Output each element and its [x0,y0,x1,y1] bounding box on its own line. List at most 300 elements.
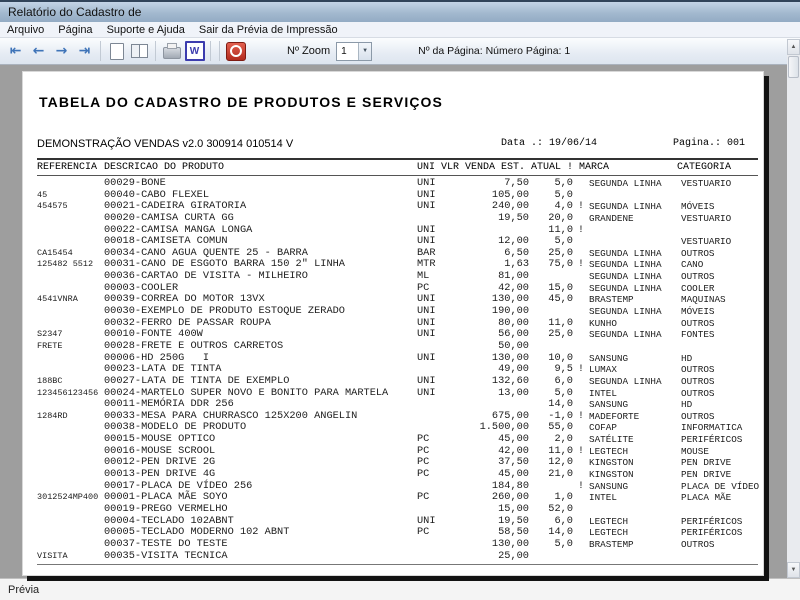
table-cell: SATÉLITE [589,434,634,446]
table-cell [573,504,589,516]
table-cell: SEGUNDA LINHA [589,271,662,283]
table-cell: 15,00 [498,502,529,515]
report-page-number: Pagina.: 001 [673,138,746,149]
table-cell: 00005-TECLADO MODERNO 102 ABNT [104,526,290,539]
divider [37,564,758,565]
table-cell: 25,0 [548,246,573,259]
table-cell: 00012-PEN DRIVE 2G [104,456,216,469]
toolbar-separator [100,41,101,61]
table-cell: 260,00 [491,491,529,504]
table-cell: 5,0 [554,188,573,201]
table-cell: PERIFÉRICOS [681,527,743,539]
divider [37,175,758,176]
table-cell [37,213,104,225]
table-cell [573,236,589,248]
table-cell [37,539,104,551]
table-body [37,178,763,562]
table-cell: UNI [417,305,436,318]
table-cell: 11,0 [548,316,573,329]
table-cell: ! [577,479,585,492]
table-cell: LEGTECH [589,515,629,527]
table-cell: KINGSTON [589,457,634,469]
menu-pagina[interactable]: Página [58,23,93,36]
table-cell: 190,00 [491,305,529,318]
table-row [37,504,763,516]
page-info-label: Nº da Página: Número Página: 1 [418,45,571,57]
table-cell: LUMAX [589,364,617,376]
table-cell [573,341,589,353]
table-cell [573,388,589,400]
table-cell: 240,00 [491,200,529,213]
table-cell: GRANDENE [589,212,634,224]
zoom-label: Nº Zoom [287,45,331,57]
export-word-button[interactable] [184,41,205,61]
table-cell [573,213,589,225]
table-cell: 1,0 [554,491,573,504]
table-cell: SANSUNG [589,399,629,411]
table-cell: 3012524MP400 [37,492,99,503]
table-cell: 55,0 [548,421,573,434]
table-cell: 00037-TESTE DO TESTE [104,537,228,550]
two-page-view-button[interactable] [129,41,150,61]
table-cell: 00003-COOLER [104,281,179,294]
table-cell [589,504,681,516]
col-header-categoria: CATEGORIA [677,162,732,173]
table-row [37,539,763,551]
table-cell: 130,00 [491,293,529,306]
table-cell: 13,00 [498,386,529,399]
table-cell [37,527,104,539]
table-row [37,306,763,318]
table-cell: HD [681,352,693,364]
table-cell: 00010-FONTE 400W [104,328,203,341]
table-cell [37,422,104,434]
table-row [37,469,763,481]
table-cell: 00001-PLACA MÃE SOYO [104,491,228,504]
table-cell [37,434,104,446]
table-cell: SEGUNDA LINHA [589,201,662,213]
table-cell [37,364,104,376]
table-row [37,434,763,446]
table-cell [573,469,589,481]
table-row [37,376,763,388]
col-header-descricao: DESCRICAO DO PRODUTO [104,162,225,173]
table-cell: 12,0 [548,456,573,469]
table-cell: 00038-MODELO DE PRODUTO [104,421,247,434]
table-cell: ML [417,270,430,283]
table-cell: 00024-MARTELO SUPER NOVO E BONITO PARA MARTELA [104,386,389,399]
table-cell [37,283,104,295]
table-cell: 45,0 [548,293,573,306]
table-cell [37,481,104,493]
table-cell: 50,00 [498,339,529,352]
col-header-center: UNI VLR VENDA EST. ATUAL ! MARCA [417,162,610,173]
vertical-scrollbar[interactable] [787,39,800,578]
scroll-down-icon: ▼ [790,567,797,573]
table-cell: PC [417,456,430,469]
scroll-up-button[interactable] [787,39,800,55]
table-cell: FRETE [37,340,63,351]
toolbar [0,38,800,65]
table-cell: 00015-MOUSE OPTICO [104,433,216,446]
table-cell: 4,0 [554,200,573,213]
table-cell: INFORMATICA [681,422,743,434]
table-cell: 454575 [37,201,68,212]
table-cell [37,504,104,516]
table-cell [37,353,104,365]
table-cell: PLACA MÃE [681,492,732,504]
table-cell: 20,0 [548,211,573,224]
table-cell [529,341,573,353]
table-cell: UNI [417,177,436,189]
window-title: Relatório do Cadastro de [8,5,142,19]
next-page-button[interactable] [51,41,72,61]
table-cell: CA15454 [37,247,73,258]
table-cell: 49,00 [498,363,529,376]
table-cell [417,551,447,563]
table-cell: 21,0 [548,468,573,481]
table-cell: OUTROS [681,271,715,283]
table-cell: 15,0 [548,281,573,294]
table-cell: 184,80 [491,479,529,492]
single-page-view-button[interactable] [106,41,127,61]
table-cell: 00021-CADEIRA GIRATORIA [104,200,247,213]
chevron-down-icon: ▼ [358,43,371,60]
next-page-icon: → [55,43,68,59]
table-cell: 42,00 [498,281,529,294]
table-cell: SEGUNDA LINHA [589,247,662,259]
table-cell: CANO [681,259,704,271]
report-title: TABELA DO CADASTRO DE PRODUTOS E SERVIÇOS [39,94,443,110]
table-cell: 00004-TECLADO 102ABNT [104,514,234,527]
table-cell: OUTROS [681,317,715,329]
table-row [37,341,763,353]
table-cell [417,341,447,353]
table-cell: S2347 [37,329,63,340]
table-cell: MADEFORTE [589,410,640,422]
table-cell: 00017-PLACA DE VÍDEO 256 [104,479,253,492]
table-cell: UNI [417,188,436,201]
table-cell: 00034-CANO AGUA QUENTE 25 - BARRA [104,246,308,259]
table-cell: PC [417,281,430,294]
table-cell: UNI [417,223,436,236]
table-cell: 00006-HD 250G I [104,351,210,364]
first-page-button[interactable] [5,41,26,61]
table-cell [573,178,589,190]
table-cell: 6,0 [554,374,573,387]
table-cell: 00019-PREGO VERMELHO [104,502,228,515]
report-date: Data .: 19/06/14 [501,138,598,149]
table-cell: OUTROS [681,538,715,550]
table-cell: 56,00 [498,328,529,341]
table-cell: 7,50 [504,177,529,189]
table-cell [529,551,573,563]
table-cell: 45,00 [498,433,529,446]
table-cell [573,306,589,318]
table-cell: SEGUNDA LINHA [589,375,662,387]
toolbar-separator [155,41,156,61]
table-cell: 00033-MESA PARA CHURRASCO 125X200 ANGELIN [104,409,358,422]
table-cell: HD [681,399,693,411]
zoom-value: 1 [341,45,347,57]
print-button[interactable] [161,41,182,61]
table-cell: 1,63 [504,258,529,271]
table-cell: 58,50 [498,526,529,539]
table-cell: BRASTEMP [589,294,634,306]
table-cell: ! [577,223,585,236]
table-cell: UNI [417,316,436,329]
table-cell: LEGTECH [589,527,629,539]
table-cell [573,457,589,469]
table-cell: 105,00 [491,188,529,201]
table-cell: 00016-MOUSE SCROOL [104,444,216,457]
window-titlebar[interactable] [0,0,800,22]
table-cell: LEGTECH [589,445,629,457]
table-cell: 00036-CARTAO DE VISITA - MILHEIRO [104,270,308,283]
table-cell [37,271,104,283]
divider [37,158,758,160]
table-cell: 5,0 [554,386,573,399]
table-cell: 5,0 [554,177,573,189]
table-cell: UNI [417,328,436,341]
table-cell: SEGUNDA LINHA [589,329,662,341]
table-cell: 125482 5512 [37,259,94,270]
table-cell: PERIFÉRICOS [681,515,743,527]
table-cell: 19,50 [498,514,529,527]
table-cell: COFAP [589,422,617,434]
table-cell [589,225,681,237]
last-page-icon: ⇥ [78,43,91,59]
table-cell [573,376,589,388]
table-cell [573,492,589,504]
table-cell: 25,00 [498,549,529,562]
table-cell: VESTUARIO [681,212,732,224]
table-cell: 11,0 [548,444,573,457]
report-page [22,71,764,576]
table-cell: 130,00 [491,351,529,364]
table-cell [37,457,104,469]
table-cell: 00028-FRETE E OUTROS CARRETOS [104,339,284,352]
table-cell [37,318,104,330]
table-cell: 5,0 [554,537,573,550]
table-cell: COOLER [681,282,715,294]
table-cell [573,434,589,446]
table-cell: 9,5 [554,363,573,376]
first-page-icon: ⇤ [9,43,22,59]
menu-arquivo[interactable]: Arquivo [7,23,45,36]
table-cell: 2,0 [554,433,573,446]
table-cell: -1,0 [548,409,573,422]
table-header-row [37,162,731,173]
table-cell: 45 [37,189,48,200]
table-cell [37,469,104,481]
table-cell: 675,00 [491,409,529,422]
table-cell [573,551,589,563]
table-cell: 25,0 [548,328,573,341]
table-cell: 00031-CANO DE ESGOTO BARRA 150 2" LINHA [104,258,345,271]
prev-page-icon: ← [32,43,45,59]
table-cell [573,294,589,306]
scroll-down-button[interactable] [787,562,800,578]
table-cell: 00020-CAMISA CURTA GG [104,211,234,224]
table-cell: 14,0 [548,398,573,411]
table-cell: MOUSE [681,445,709,457]
table-cell [417,504,447,516]
prev-page-button[interactable] [28,41,49,61]
table-cell: KUNHO [589,317,617,329]
close-preview-button[interactable] [225,41,246,61]
table-cell: 80,00 [498,316,529,329]
table-cell: 00040-CABO FLEXEL [104,188,210,201]
table-cell: ! [577,363,585,376]
table-cell: UNI [417,514,436,527]
table-cell: PERIFÉRICOS [681,434,743,446]
table-cell [573,422,589,434]
table-cell: 188BC [37,375,63,386]
table-cell: PEN DRIVE [681,457,732,469]
table-cell: UNI [417,351,436,364]
menu-suporte-ajuda[interactable]: Suporte e Ajuda [106,23,185,36]
table-cell [37,225,104,237]
table-cell: PC [417,433,430,446]
menu-sair-previa[interactable]: Sair da Prévia de Impressão [198,23,338,36]
table-cell: 52,0 [548,502,573,515]
table-cell: 00030-EXEMPLO DE PRODUTO ESTOQUE ZERADO [104,305,345,318]
table-cell: PC [417,468,430,481]
toolbar-separator [210,41,211,61]
table-row [37,178,763,190]
scrollbar-thumb[interactable] [788,56,799,78]
table-cell: 1.500,00 [479,421,529,434]
table-cell: PLACA DE VÍDEO [681,480,760,492]
table-cell: KINGSTON [589,469,634,481]
table-cell [589,551,681,563]
word-icon: W [185,41,205,61]
table-cell [589,341,681,353]
table-cell: 11,0 [548,223,573,236]
table-cell: 00023-LATA DE TINTA [104,363,222,376]
table-cell: SEGUNDA LINHA [589,306,662,318]
table-cell: 123456123456 [37,387,99,398]
table-cell: FONTES [681,329,715,341]
toolbar-separator [219,41,220,61]
table-cell: 00039-CORREA DO MOTOR 13VX [104,293,265,306]
scroll-up-icon: ▲ [790,44,797,50]
table-cell: 1284RD [37,410,68,421]
table-cell: UNI [417,293,436,306]
table-cell: 00022-CAMISA MANGA LONGA [104,223,253,236]
table-cell: VESTUARIO [681,178,732,189]
scrollbar-track[interactable] [787,79,800,562]
table-cell: 00029-BONE [104,177,166,189]
table-cell: OUTROS [681,375,715,387]
two-page-icon [131,44,148,58]
table-cell: PC [417,491,430,504]
zoom-select[interactable] [336,42,372,61]
table-cell: UNI [417,374,436,387]
status-bar [0,578,800,600]
single-page-icon [110,43,124,60]
table-cell [573,271,589,283]
table-cell [37,399,104,411]
table-cell: 14,0 [548,526,573,539]
menu-bar [0,22,800,38]
table-cell [37,178,104,190]
table-cell: 12,00 [498,235,529,248]
col-header-referencia: REFERENCIA [37,162,98,173]
table-cell [573,329,589,341]
table-cell: ! [577,258,585,271]
table-cell: ! [577,444,585,457]
table-row [37,551,763,563]
table-cell: 6,0 [554,514,573,527]
table-cell: 132,60 [491,374,529,387]
table-cell: 00013-PEN DRIVE 4G [104,468,216,481]
table-row [37,213,763,225]
table-cell: UNI [417,235,436,248]
table-cell: 00027-LATA DE TINTA DE EXEMPLO [104,374,290,387]
table-cell [589,190,681,202]
table-cell: 5,0 [554,235,573,248]
table-cell: 37,50 [498,456,529,469]
table-cell: MÓVEIS [681,201,715,213]
table-cell: 00011-MEMÓRIA DDR 256 [104,398,234,411]
power-icon [226,42,246,61]
table-cell: INTEL [589,492,617,504]
table-cell [417,213,447,225]
table-cell: SEGUNDA LINHA [589,282,662,294]
table-cell [573,283,589,295]
table-cell [573,318,589,330]
table-cell: PC [417,526,430,539]
table-cell: 45,00 [498,468,529,481]
table-cell: 00018-CAMISETA COMUN [104,235,228,248]
table-cell: SANSUNG [589,352,629,364]
table-cell: SEGUNDA LINHA [589,178,662,189]
table-cell: OUTROS [681,410,715,422]
table-cell [589,236,681,248]
table-cell: BRASTEMP [589,538,634,550]
table-cell: 4541VNRA [37,294,78,305]
table-cell [573,539,589,551]
table-cell [573,516,589,528]
table-cell: UNI [417,200,436,213]
table-cell: BAR [417,246,436,259]
report-subtitle: DEMONSTRAÇÃO VENDAS v2.0 300914 010514 V [37,138,294,150]
table-cell [417,399,447,411]
table-cell: VISITA [37,550,68,561]
table-cell: 19,50 [498,211,529,224]
table-cell: 75,0 [548,258,573,271]
table-cell: PC [417,444,430,457]
last-page-button[interactable] [74,41,95,61]
table-cell: 10,0 [548,351,573,364]
table-cell: SANSUNG [589,480,629,492]
table-cell: 6,50 [504,246,529,259]
table-cell: 00032-FERRO DE PASSAR ROUPA [104,316,271,329]
table-cell [37,306,104,318]
table-cell [573,527,589,539]
table-cell [37,236,104,248]
table-cell: UNI [417,386,436,399]
table-cell: PEN DRIVE [681,469,732,481]
table-cell: OUTROS [681,387,715,399]
report-subheader [23,138,763,152]
table-cell: 81,00 [498,270,529,283]
table-cell: MÓVEIS [681,306,715,318]
table-cell: SEGUNDA LINHA [589,259,662,271]
printer-icon [163,47,181,59]
